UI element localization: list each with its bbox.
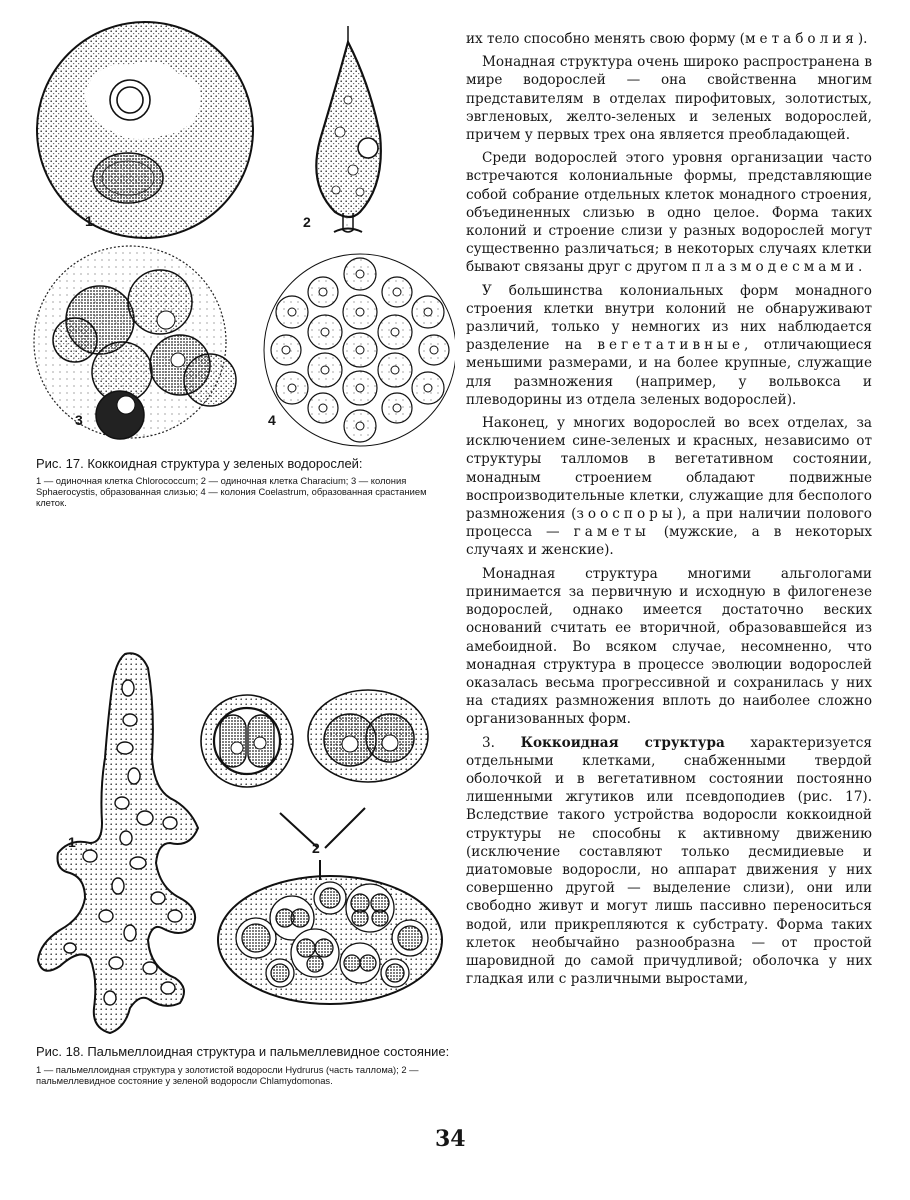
sphaerocystis-colony	[34, 246, 236, 439]
paragraph-3: Среди водорослей этого уровня организации часто встречаются колониальные формы, представляющие собой собрание отдельных клеток монадного строения, объединенных слизью в одно целое. Форма таких колоний и строение слизи у разных водорослей могут существенно различаться; в некоторых случаях клетки бывают связаны друг с другом плазмодесмами.	[466, 150, 872, 276]
term-vegetative: вегетативные	[597, 337, 745, 354]
figure-17-label-2: 2	[303, 214, 311, 230]
term-coccoid-structure: Коккоидная структура	[520, 734, 725, 751]
hydrurus-thallus	[38, 653, 198, 1033]
figure-18-caption-items: 1 — пальмеллоидная структура у золотистой водоросли Hydrurus (часть таллома); 2 — пальмеллевидное состояние у зеленой водоросли Chlamydomonas.	[36, 1064, 419, 1086]
figure-18-label-2: 2	[312, 840, 320, 856]
figure-18	[30, 648, 455, 1040]
paragraph-2: Монадная структура очень широко распространена в мире водорослей — она свойственна многим представителям в отделах пирофитовых, золотистых, эвгленовых, желто-зеленых и зеленых водорослей, причем у первых трех она является преобладающей.	[466, 54, 872, 144]
figure-18-illustration	[30, 648, 455, 1040]
figure-17-caption-title: Рис. 17. Коккоидная структура у зеленых водорослей:	[36, 456, 363, 471]
figure-17-label-1: 1	[85, 213, 93, 229]
term-gametes: гаметы	[573, 524, 650, 541]
figure-18-caption-title: Рис. 18. Пальмеллоидная структура и пальмеллевидное состояние:	[36, 1044, 450, 1059]
page-number: 34	[435, 1126, 466, 1152]
figure-17-label-4: 4	[268, 412, 276, 428]
paragraph-4: У большинства колониальных форм монадного строения клетки внутри колоний не обнаруживают различий, только у немногих из них наблюдается разделение на вегетативные, отличающиеся меньшими размерами, и на более крупные, служащие для размножения (например, у вольвокса и плеводорины из отдела зеленых водорослей).	[466, 282, 872, 408]
chlamydomonas-cell-right	[308, 690, 428, 782]
paragraph-1: их тело способно менять свою форму (метаболия).	[466, 31, 868, 47]
term-zoospores: зооспоры	[576, 506, 677, 523]
figure-17	[30, 20, 455, 460]
term-plasmodesmata: плазмодесмами	[691, 259, 859, 276]
characium-cell	[316, 26, 381, 232]
coelastrum-colony	[264, 254, 455, 446]
paragraph-5: Наконец, у многих водорослей во всех отделах, за исключением сине-зеленых и красных, независимо от структуры талломов в вегетативном состоянии, монадным строением обладают подвижные воспроизводительные клетки, служащие для бесполого размножения (зооспоры), а при наличии полового процесса — гаметы (мужские, а в некоторых случаях и женские).	[466, 415, 872, 559]
paragraph-6: Монадная структура многими альгологами принимается за первичную и исходную в филогенезе водорослей, однако имеется достаточно веских оснований считать ее вторичной, образовавшейся из амебоидной. Во всяком случае, несомненно, что монадная структура в процессе эволюции водорослей оказалась весьма прогрессивной и сохранилась у них на стадиях размножения вплоть до наиболее сложно организованных форм.	[466, 565, 872, 728]
figure-17-caption	[36, 456, 456, 508]
term-metaboly: метаболия	[744, 31, 858, 47]
paragraph-7: 3. Коккоидная структура характеризуется отдельными клетками, снабженными твердой оболочкой и в вегетативном состоянии постоянно лишенными жгутиков или псевдоподиев (рис. 17). Вследствие такого устройства водоросли коккоидной структуры не способны к активному движению (исключение составляют только десмидиевые и диатомовые водоросли, но аппарат движения у них совершенно другой — выделение слизи), они или свободно живут и могут лишь пассивно переноситься водой, или прикрепляются к субстрату. Форма таких клеток необычайно разнообразна — от простой шаровидной до самой причудливой; оболочка у них гладкая или с различными выростами,	[466, 734, 872, 988]
figure-18-caption	[36, 1044, 452, 1086]
figure-18-label-1: 1	[68, 834, 76, 850]
figure-17-label-3: 3	[75, 412, 83, 428]
chlorococcum-cell	[37, 22, 253, 238]
chlamydomonas-cell-left	[201, 695, 293, 787]
body-text-column	[466, 30, 872, 993]
figure-17-caption-items: 1 — одиночная клетка Chlorococcum; 2 — одиночная клетка Characium; 3 — колония Sphaerocystis, образованная слизью; 4 — колония Coelastrum, образованная срастанием клеток.	[36, 475, 427, 508]
figure-17-illustration	[30, 20, 455, 460]
chlamydomonas-palmella	[218, 876, 442, 1004]
